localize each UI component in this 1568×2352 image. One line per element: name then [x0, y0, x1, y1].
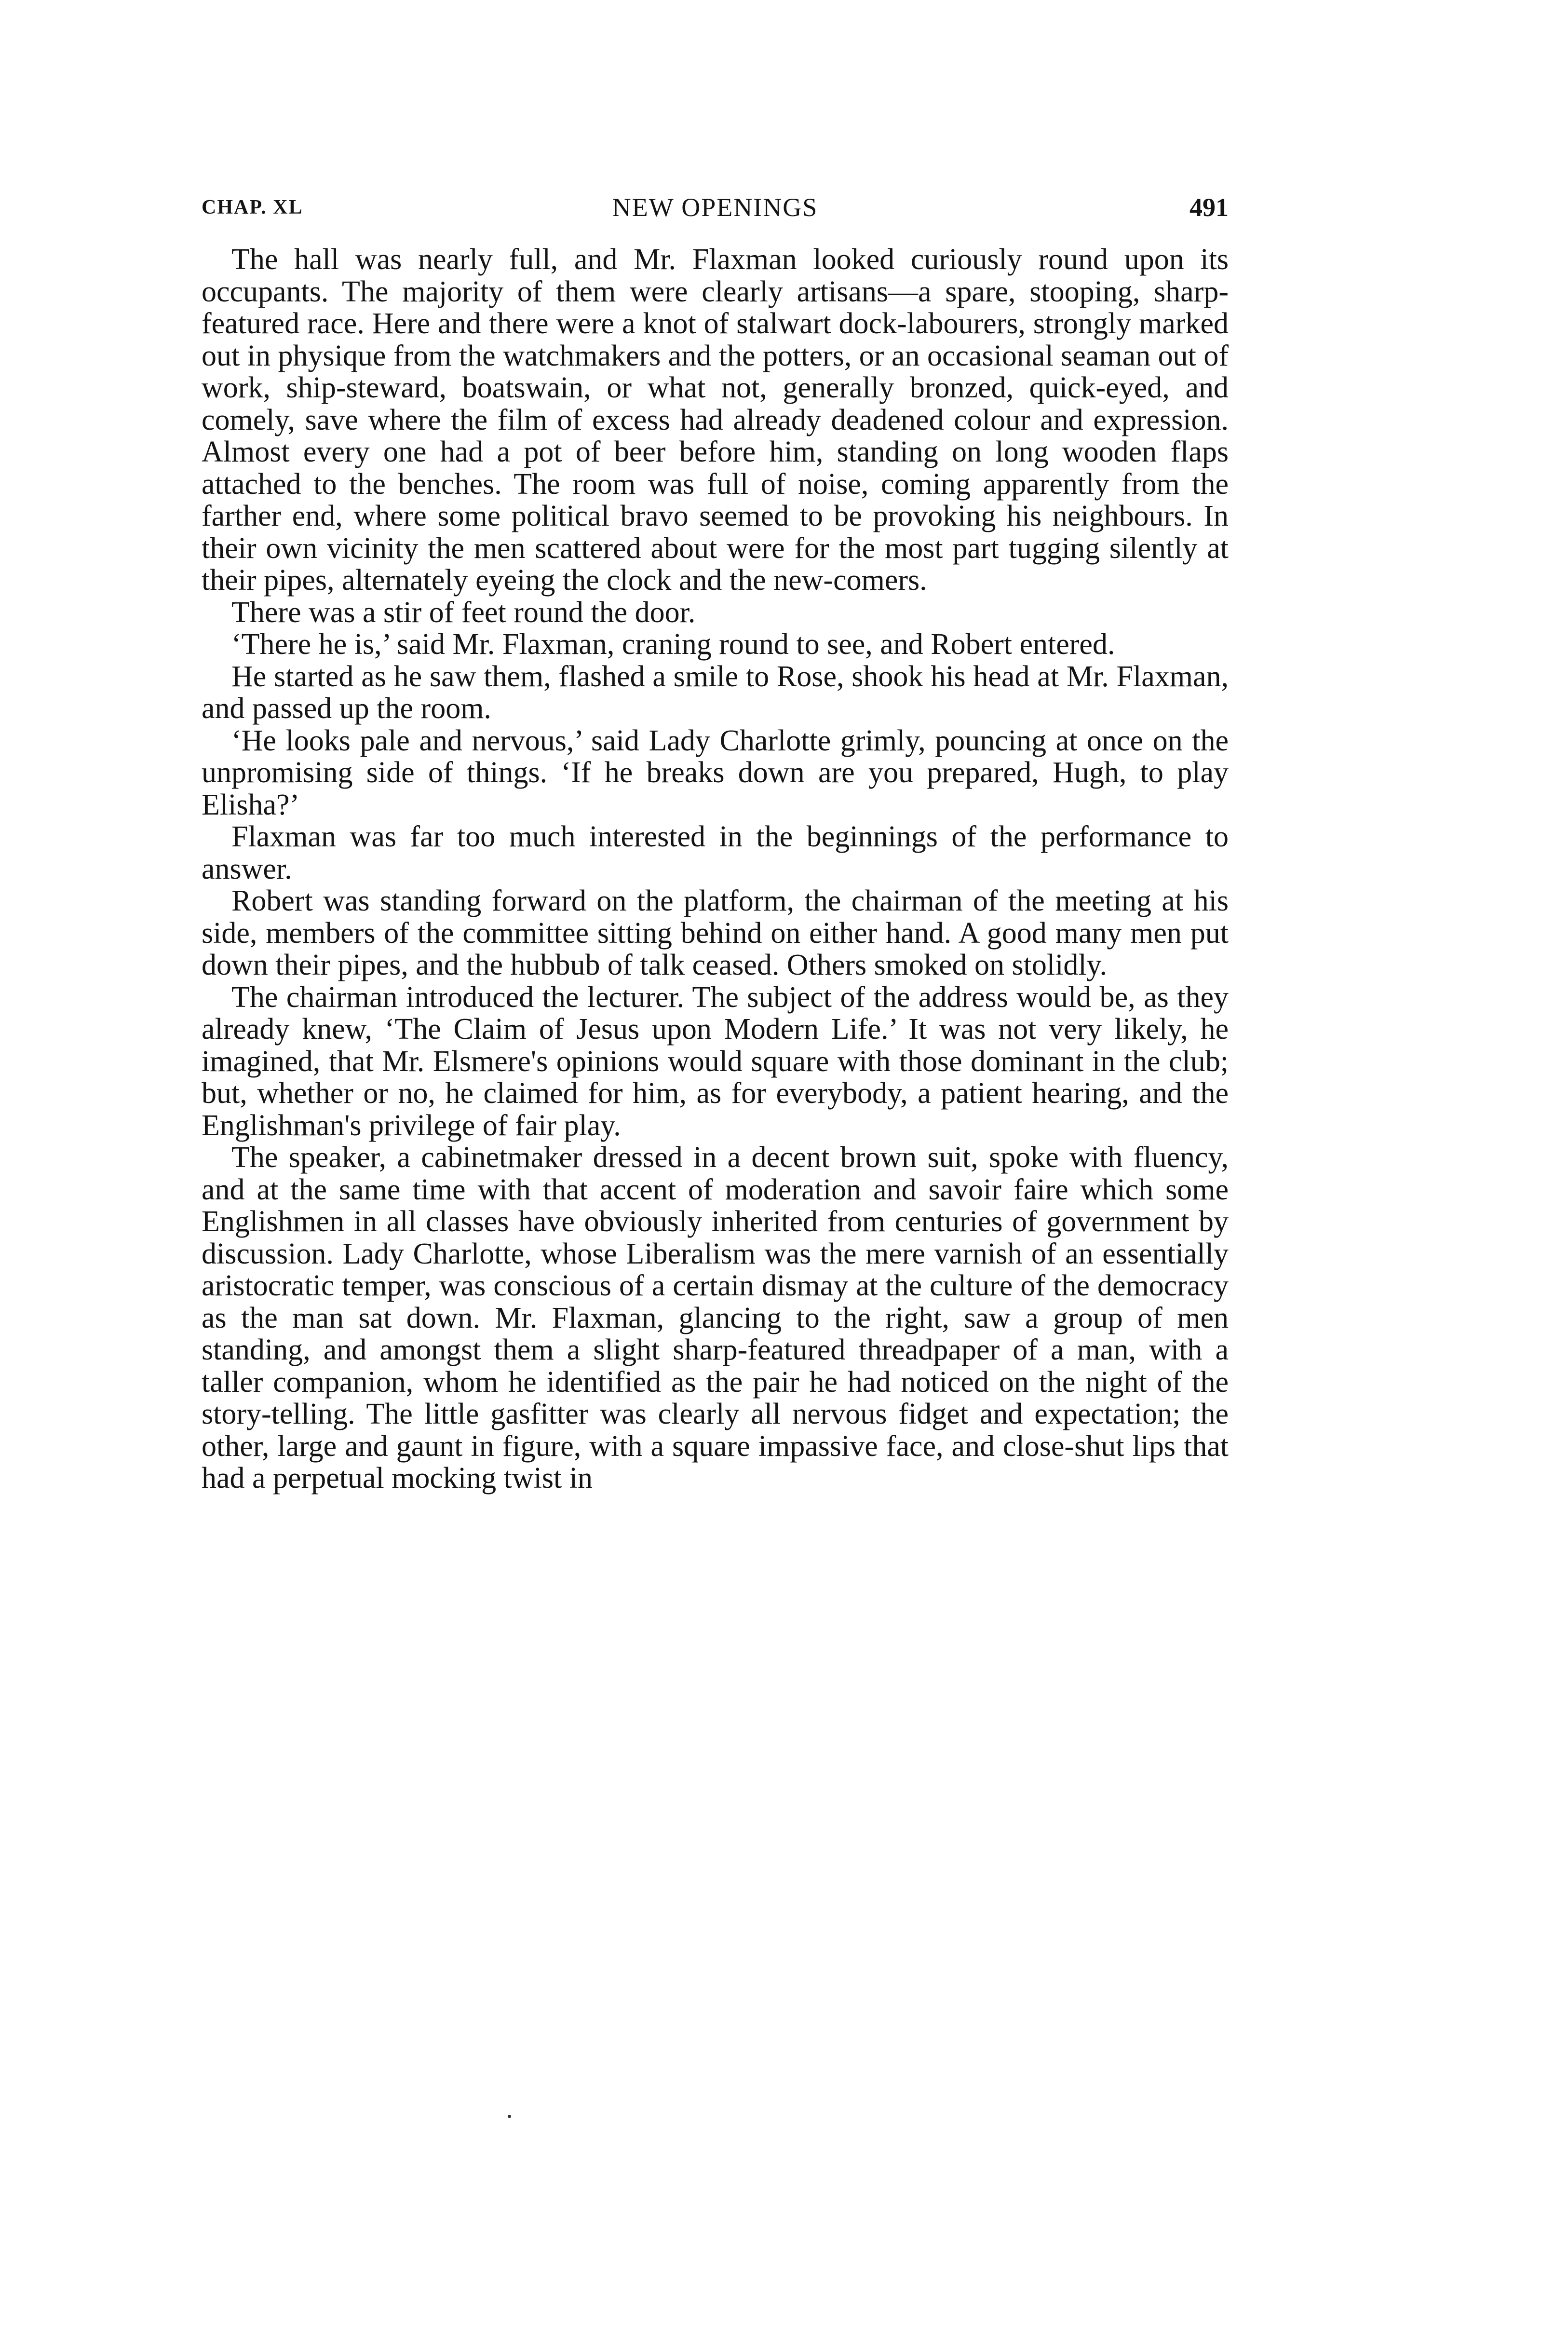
body-text [202, 244, 1229, 1495]
paragraph: He started as he saw them, flashed a smile to Rose, shook his head at Mr. Flaxman, and passed up the room. [202, 660, 1229, 725]
paragraph: ‘There he is,’ said Mr. Flaxman, craning round to see, and Robert entered. [231, 628, 1115, 661]
paragraph: The speaker, a cabinetmaker dressed in a decent brown suit, spoke with fluency, and at the same time with that accent of moderation and savoir faire which some Englishmen in all classes have obviously inherited from centuries of government by discussion. Lady Charlotte, whose Liberalism was the mere varnish of an essentially aristocratic temper, was conscious of a certain dismay at the culture of the democracy as the man sat down. Mr. Flaxman, glancing to the right, saw a group of men standing, and amongst them a slight sharp-featured threadpaper of a man, with a taller companion, whom he identified as the pair he had noticed on the night of the story-telling. The little gasfitter was clearly all nervous fidget and expectation; the other, large and gaunt in figure, with a square impassive face, and close-shut lips that had a perpetual mocking twist in [202, 1141, 1229, 1495]
paragraph: ‘He looks pale and nervous,’ said Lady Charlotte grimly, pouncing at once on the unpromising side of things. ‘If he breaks down are you prepared, Hugh, to play Elisha?’ [202, 724, 1229, 821]
chapter-label: CHAP. XL [202, 196, 303, 218]
paragraph: The hall was nearly full, and Mr. Flaxman looked curiously round upon its occupants. The majority of them were clearly artisans—a spare, stooping, sharp-featured race. Here and there were a knot of stalwart dock-labourers, strongly marked out in physique from the watchmakers and the potters, or an occasional seaman out of work, ship-steward, boatswain, or what not, generally bronzed, quick-eyed, and comely, save where the film of excess had already deadened colour and expression. Almost every one had a pot of beer before him, standing on long wooden flaps attached to the benches. The room was full of noise, coming apparently from the farther end, where some political bravo seemed to be provoking his neighbours. In their own vicinity the men scattered about were for the most part tugging silently at their pipes, alternately eyeing the clock and the new-comers. [202, 243, 1229, 597]
paragraph: There was a stir of feet round the door. [231, 596, 696, 629]
print-speck [508, 2115, 511, 2118]
chapter-title: NEW OPENINGS [612, 193, 818, 222]
page-number: 491 [1190, 193, 1229, 222]
paragraph: The chairman introduced the lecturer. The subject of the address would be, as they already knew, ‘The Claim of Jesus upon Modern Life.’ It was not very likely, he imagined, that Mr. Elsmere's opinions would square with those dominant in the club; but, whether or no, he claimed for him, as for everybody, a patient hearing, and the Englishman's privilege of fair play. [202, 980, 1229, 1142]
paragraph: Robert was standing forward on the platform, the chairman of the meeting at his side, members of the committee sitting behind on either hand. A good many men put down their pipes, and the hubbub of talk ceased. Others smoked on stolidly. [202, 884, 1229, 981]
paragraph: Flaxman was far too much interested in the beginnings of the performance to answer. [202, 820, 1229, 885]
running-head [202, 188, 1229, 227]
